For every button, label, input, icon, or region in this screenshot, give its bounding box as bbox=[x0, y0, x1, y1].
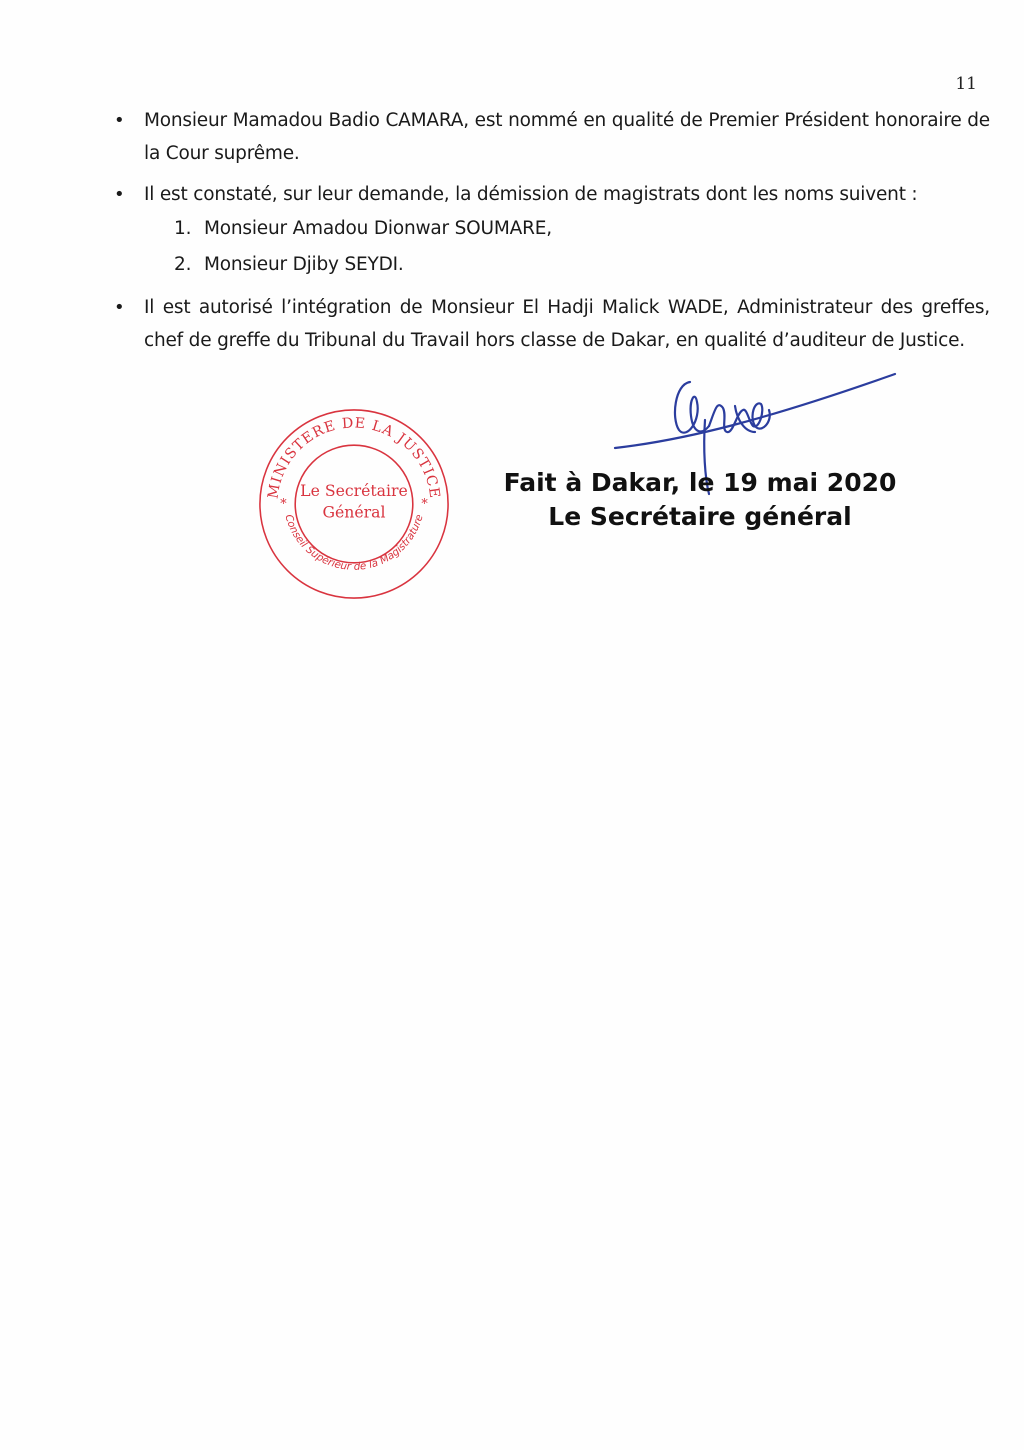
list-item bbox=[110, 291, 990, 357]
stamp-bottom-text: Conseil Supérieur de la Magistrature bbox=[282, 513, 426, 573]
list-item bbox=[110, 104, 990, 170]
sub-list-number: 1. bbox=[174, 218, 192, 239]
sub-list-number: 2. bbox=[174, 254, 192, 275]
stamp-star-right: * bbox=[421, 496, 428, 512]
official-stamp bbox=[256, 406, 452, 602]
stamp-top-text: MINISTERE DE LA JUSTICE bbox=[265, 415, 443, 500]
sub-list-text: Monsieur Amadou Dionwar SOUMARE, bbox=[204, 218, 552, 239]
stamp-star-left: * bbox=[280, 496, 287, 512]
list-item-text: • Il est constaté, sur leur demande, la démission de magistrats dont les noms suivent : bbox=[144, 184, 918, 205]
sub-list-item bbox=[174, 211, 990, 247]
sub-list-text: Monsieur Djiby SEYDI. bbox=[204, 254, 404, 275]
stamp-inner-line1: Le Secrétaire bbox=[300, 481, 408, 501]
list-item-text: • Monsieur Mamadou Badio CAMARA, est nommé en qualité de Premier Président honoraire de la Cour suprême. bbox=[144, 110, 990, 164]
sub-list-item bbox=[174, 247, 990, 283]
closing-block bbox=[470, 466, 930, 534]
resignation-list bbox=[144, 211, 990, 283]
signatory-title: Le Secrétaire général bbox=[548, 502, 852, 531]
list-item-text: • Il est autorisé l’intégration de Monsieur El Hadji Malick WADE, Administrateur des greffes, chef de greffe du Tribunal du Travail hors classe de Dakar, en qualité d’auditeur de Justice. bbox=[144, 297, 990, 351]
stamp-inner-line2: Général bbox=[322, 502, 386, 522]
place-date: Fait à Dakar, le 19 mai 2020 bbox=[503, 468, 897, 497]
list-item bbox=[110, 178, 990, 283]
page-number: 11 bbox=[955, 74, 977, 94]
decision-list bbox=[110, 104, 990, 365]
